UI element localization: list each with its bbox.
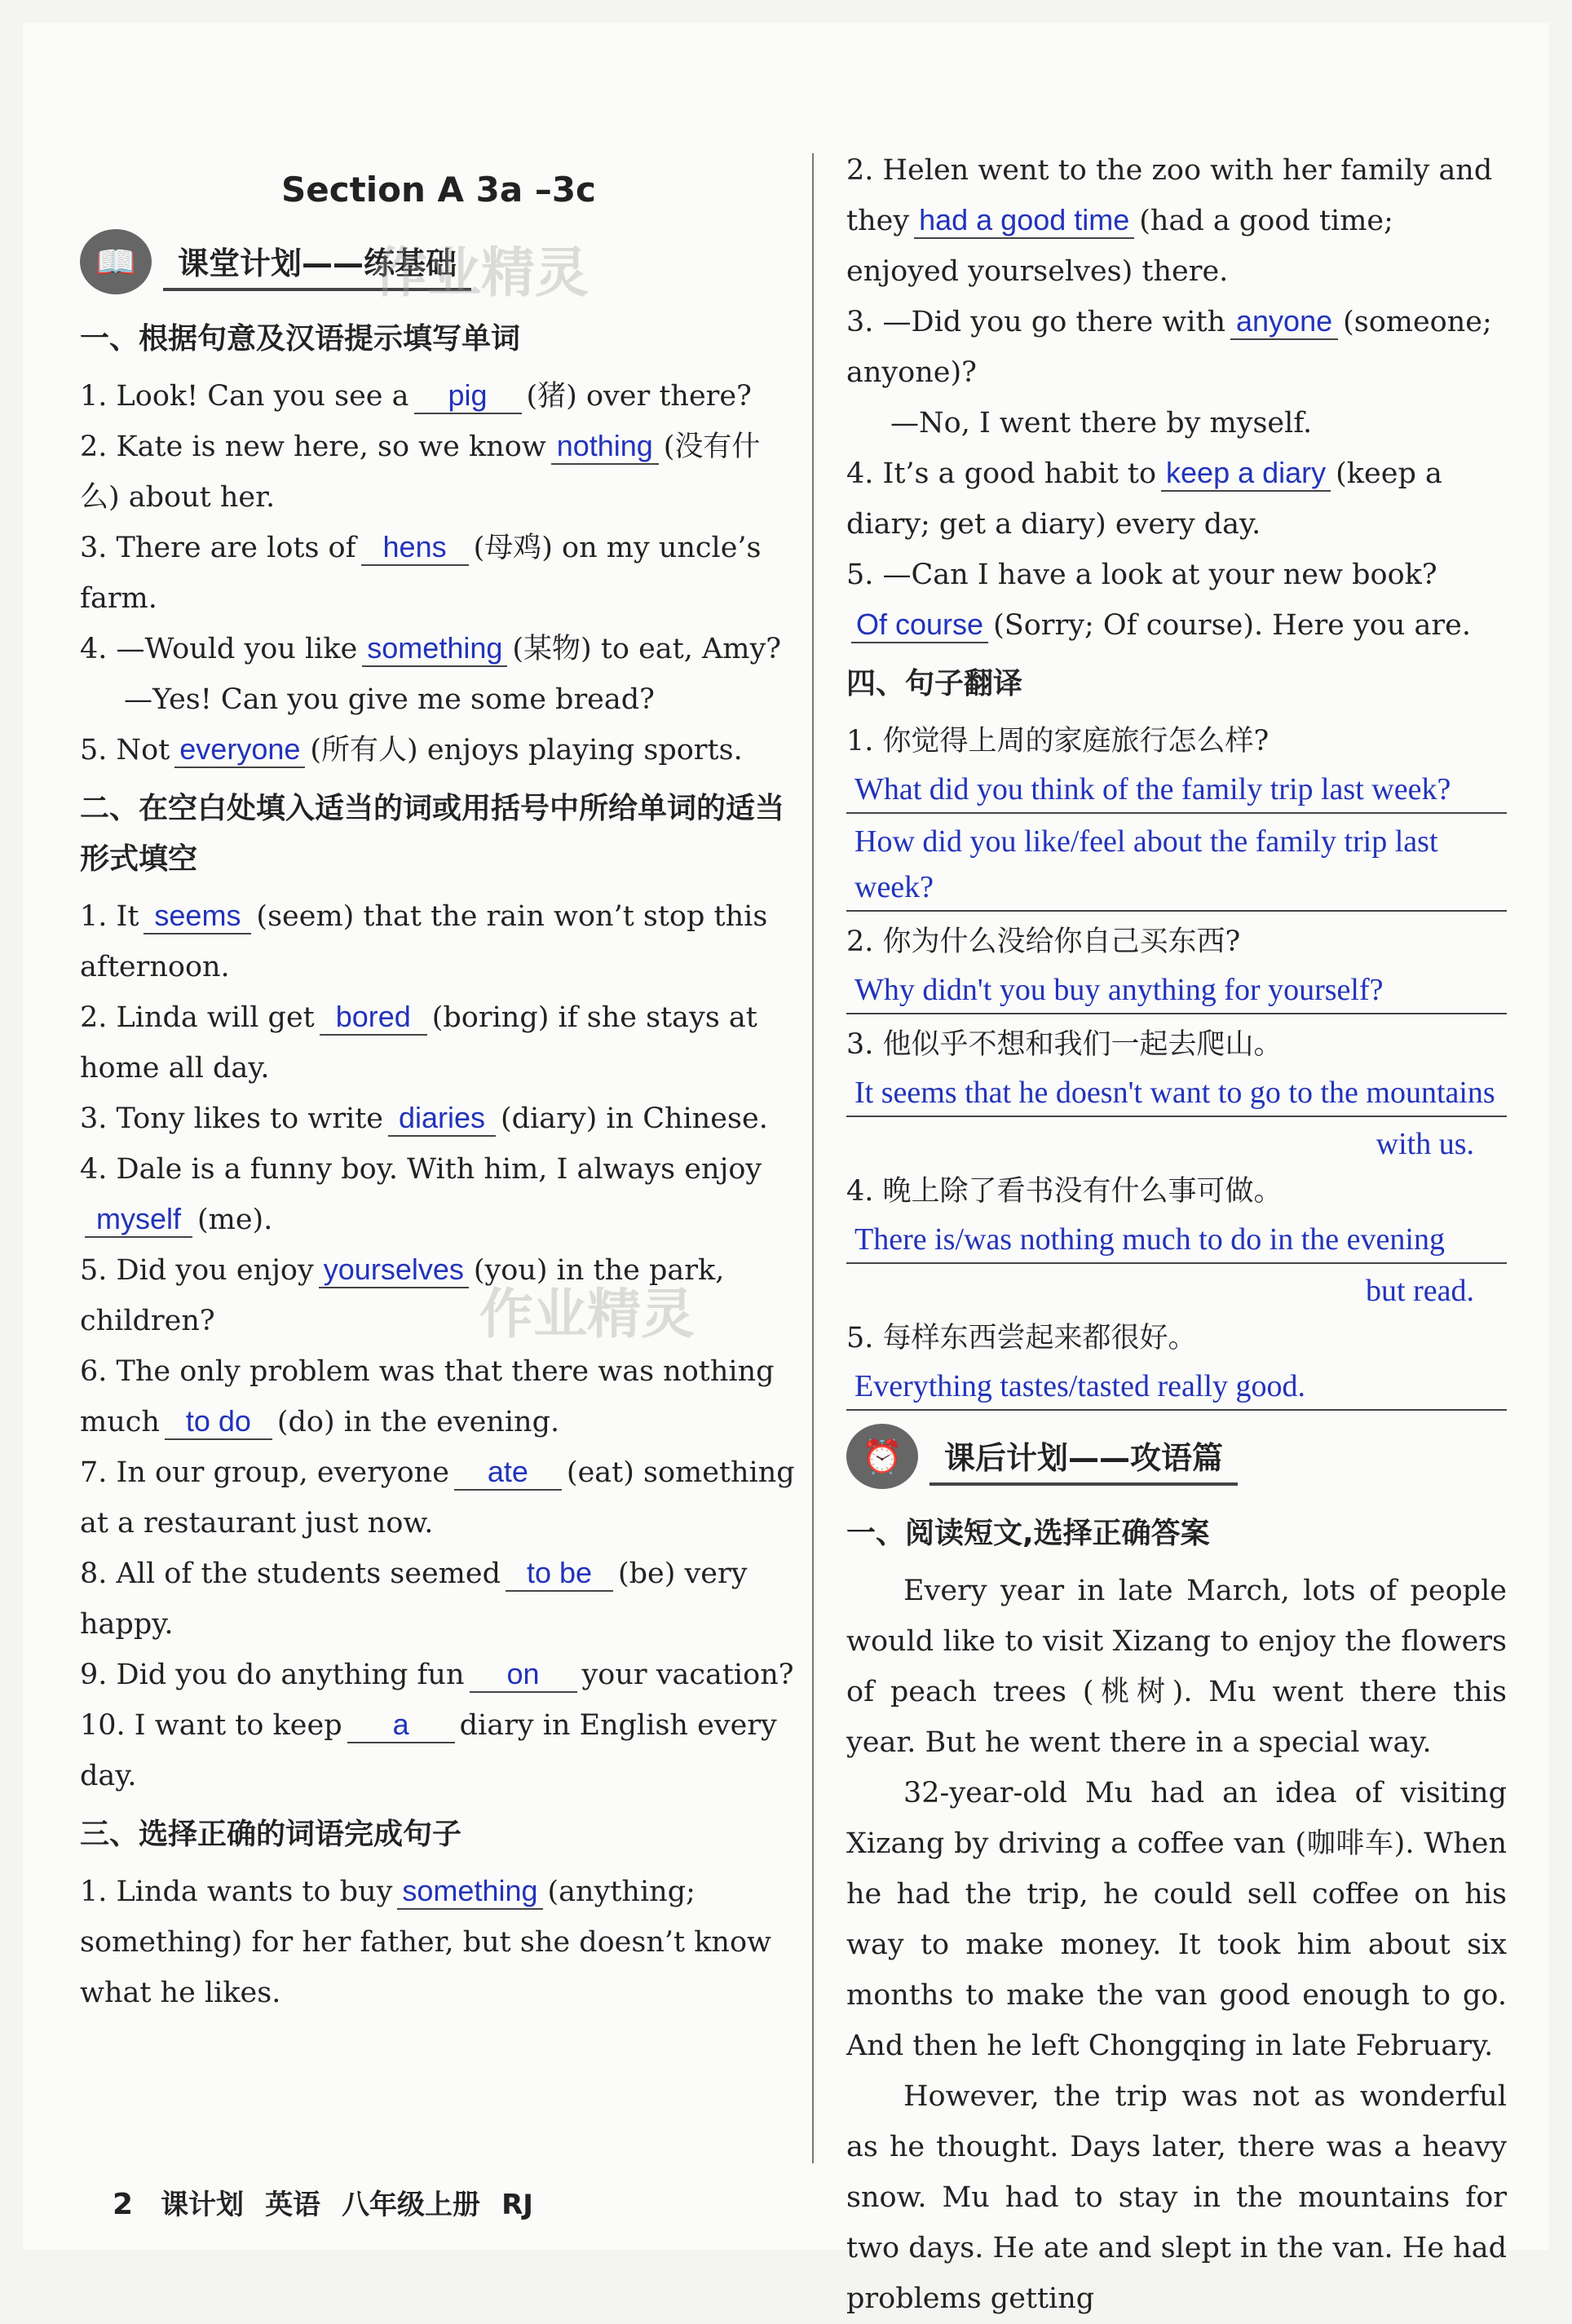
banner-title: 课堂计划——练基础 xyxy=(163,233,471,291)
answer: keep a diary xyxy=(1161,456,1331,492)
answer: hens xyxy=(361,530,469,566)
reading-paragraph: 32-year-old Mu had an idea of visiting Xizang by driving a coffee van (咖啡车). When he had the trip, he could sell coffee on his way to make money. It took him about six months to make the van good enough to go. And then he left Chongqing in late February. xyxy=(846,1777,1507,2062)
translation-prompt: 3. 他似乎不想和我们一起去爬山。 xyxy=(846,1028,1283,1061)
part4-heading: 四、句子翻译 xyxy=(846,667,1023,700)
answer: everyone xyxy=(174,732,305,768)
question: 8. All of the students seemed to be (be) very happy. xyxy=(80,1556,748,1641)
answer: nothing xyxy=(551,429,659,465)
question: 1. It seems (seem) that the rain won’t stop this afternoon. xyxy=(80,899,768,983)
book-icon: 📖 xyxy=(80,229,152,294)
page-footer xyxy=(113,2182,533,2222)
section-title: Section A 3a –3c xyxy=(281,170,596,210)
part3-heading: 三、选择正确的词语完成句子 xyxy=(80,1818,462,1851)
translation-answer: Everything tastes/tasted really good. xyxy=(846,1363,1507,1411)
reading-paragraph: However, the trip was not as wonderful as he thought. Days later, there was a heavy snow. Mu had to stay in the mountains for two days. He ate and slept in the van. He had problems getting xyxy=(846,2080,1507,2315)
page-number: 2 xyxy=(113,2188,134,2221)
question: 1. Linda wants to buy something (anything; something) for her father, but she doesn’t know what he likes. xyxy=(80,1874,771,2009)
question: 4. —Would you like something (某物) to eat, Amy? xyxy=(80,631,781,665)
question: 5. —Can I have a look at your new book?Of course (Sorry; Of course). Here you are. xyxy=(846,559,1471,642)
banner-title: 课后计划——攻语篇 xyxy=(930,1428,1238,1486)
left-column xyxy=(80,129,797,2018)
question: 2. Kate is new here, so we know nothing (没有什么) about her. xyxy=(80,429,761,514)
question: 5. Not everyone (所有人) enjoys playing sports. xyxy=(80,732,743,767)
reading-heading: 一、阅读短文,选择正确答案 xyxy=(846,1517,1210,1550)
answer: something xyxy=(362,631,507,667)
translation-answer: Why didn't you buy anything for yourself? xyxy=(846,967,1507,1014)
page xyxy=(23,23,1549,2315)
translation-prompt: 5. 每样东西尝起来都很好。 xyxy=(846,1322,1197,1354)
answer: Of course xyxy=(851,608,988,643)
translation-answer: There is/was nothing much to do in the evening xyxy=(846,1217,1507,1264)
answer: ate xyxy=(454,1455,562,1491)
answer: diaries xyxy=(388,1101,496,1137)
watermark: 作业精灵 xyxy=(479,1283,695,1345)
answer: on xyxy=(470,1657,577,1693)
answer: pig xyxy=(414,378,522,414)
question: 10. I want to keep a diary in English every day. xyxy=(80,1708,777,1792)
question: 5. Did you enjoy yourselves (you) in the park, children? xyxy=(80,1253,725,1337)
dialog-line: —No, I went there by myself. xyxy=(890,407,1313,440)
right-column xyxy=(846,145,1507,2324)
grade-label: 八年级上册 xyxy=(342,2189,481,2221)
question: 2. Linda will get bored (boring) if she stays at home all day. xyxy=(80,1000,757,1085)
answer: to be xyxy=(506,1556,613,1592)
part2-heading: 二、在空白处填入适当的词或用括号中所给单词的适当形式填空 xyxy=(80,792,785,876)
answer: had a good time xyxy=(914,203,1134,239)
question: 9. Did you do anything fun on your vacation? xyxy=(80,1657,794,1691)
question: 3. Tony likes to write diaries (diary) in Chinese. xyxy=(80,1101,768,1135)
subject-name: 英语 xyxy=(265,2189,321,2221)
translation-prompt: 2. 你为什么没给你自己买东西? xyxy=(846,926,1241,958)
question: 1. Look! Can you see a pig (猪) over there? xyxy=(80,378,752,413)
question: 4. Dale is a funny boy. With him, I always enjoymyself (me). xyxy=(80,1153,762,1236)
answer: to do xyxy=(165,1404,272,1440)
translation-answer-cont: but read. xyxy=(1366,1274,1474,1308)
answer: yourselves xyxy=(319,1253,469,1288)
answer: something xyxy=(397,1874,542,1910)
banner-homework xyxy=(846,1419,1507,1494)
part1-heading: 一、根据句意及汉语提示填写单词 xyxy=(80,322,521,356)
question: 4. It’s a good habit to keep a diary (keep a diary; get a diary) every day. xyxy=(846,456,1442,541)
book-name: 课计划 xyxy=(161,2189,245,2221)
banner-classroom xyxy=(80,224,797,304)
answer: anyone xyxy=(1230,304,1338,340)
answer: bored xyxy=(320,1000,427,1036)
question: 7. In our group, everyone ate (eat) something at a restaurant just now. xyxy=(80,1455,795,1540)
reading-paragraph: Every year in late March, lots of people would like to visit Xizang to enjoy the flowers of peach trees (桃树). Mu went there this year. But he went there in a special way. xyxy=(846,1575,1507,1759)
translation-answer-alt: How did you like/feel about the family trip last week? xyxy=(846,819,1507,912)
translation-answer: What did you think of the family trip last week? xyxy=(846,767,1507,814)
translation-prompt: 1. 你觉得上周的家庭旅行怎么样? xyxy=(846,725,1270,758)
answer: a xyxy=(347,1708,455,1743)
question: 3. There are lots of hens (母鸡) on my uncle’s farm. xyxy=(80,530,762,615)
translation-answer-cont: with us. xyxy=(1376,1127,1474,1161)
edition-label: RJ xyxy=(501,2189,533,2221)
answer: myself xyxy=(85,1202,192,1238)
translation-prompt: 4. 晚上除了看书没有什么事可做。 xyxy=(846,1175,1283,1208)
translation-answer: It seems that he doesn't want to go to the mountains xyxy=(846,1070,1507,1117)
question: 6. The only problem was that there was nothing much to do (do) in the evening. xyxy=(80,1355,775,1438)
column-divider xyxy=(812,153,814,2163)
clock-book-icon: ⏰ xyxy=(846,1424,918,1489)
question: 3. —Did you go there with anyone (someone; anyone)? xyxy=(846,304,1492,389)
dialog-line: —Yes! Can you give me some bread? xyxy=(124,683,655,716)
question: 2. Helen went to the zoo with her family and they had a good time (had a good time; enjoyed yourselves) there. xyxy=(846,154,1493,288)
watermark: 作业精灵 xyxy=(373,241,589,304)
answer: seems xyxy=(144,899,251,934)
